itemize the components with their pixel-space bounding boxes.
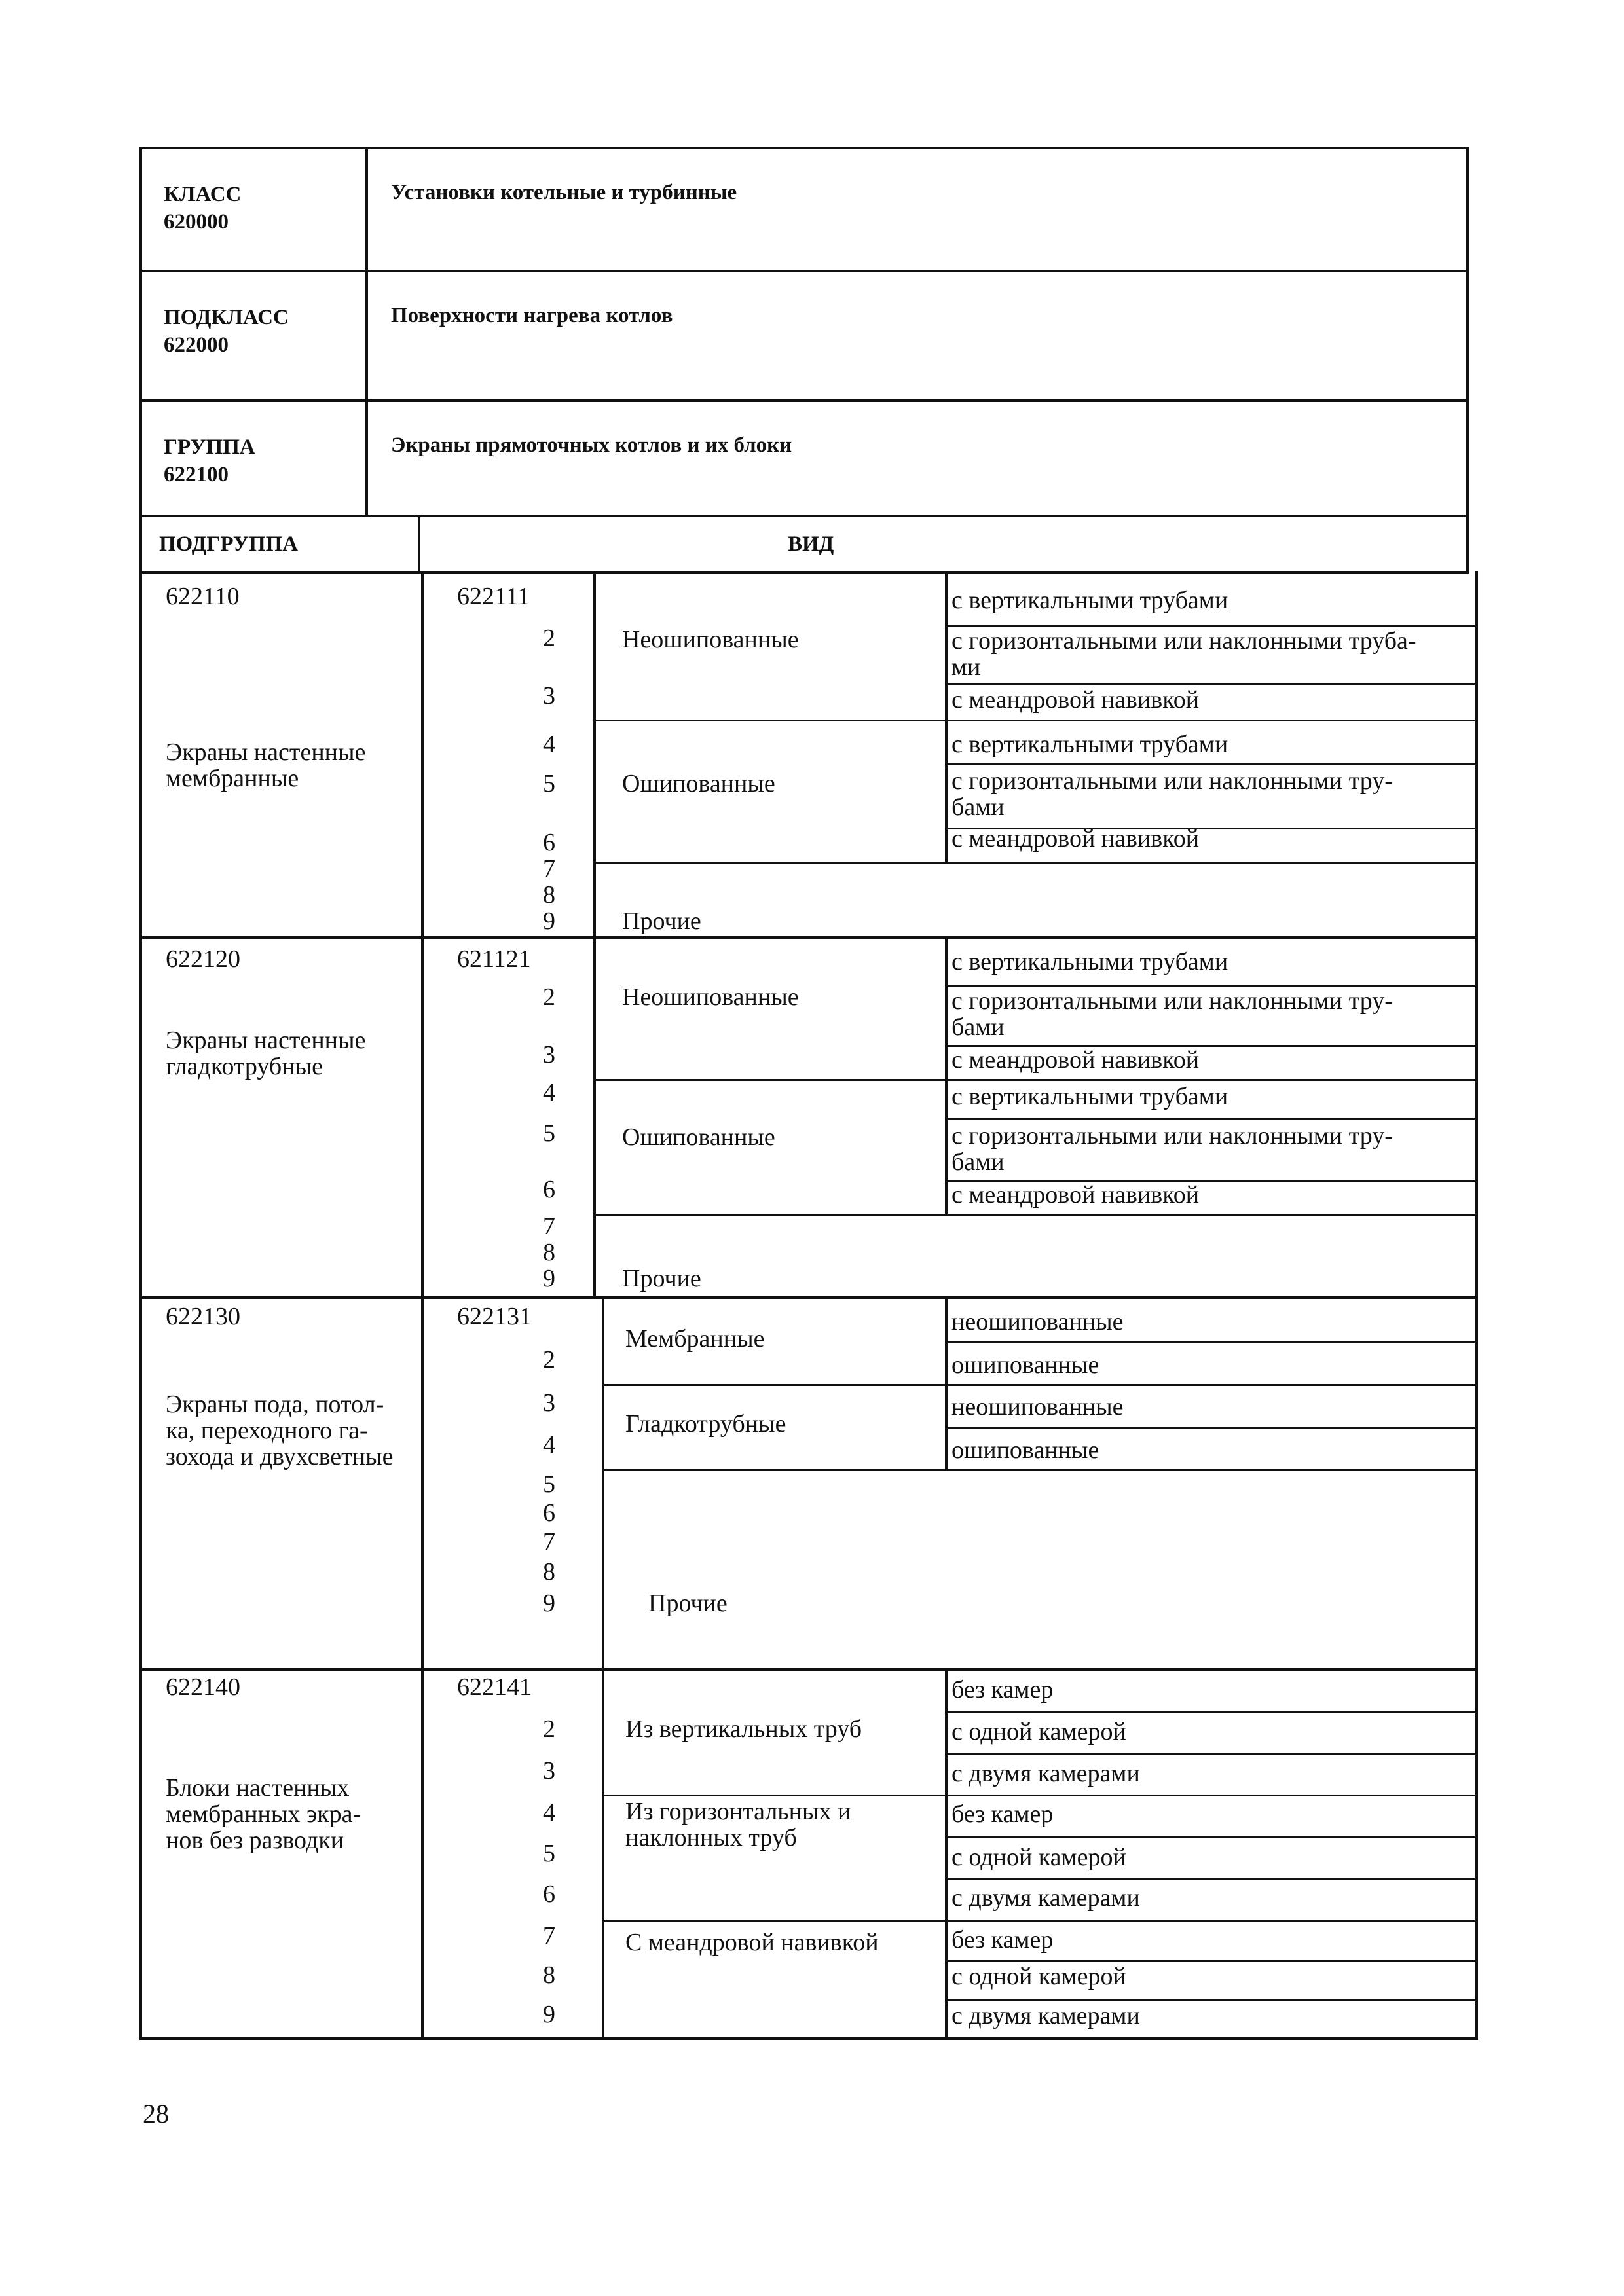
classification-table <box>139 515 1479 2040</box>
subclass-block <box>139 270 1469 402</box>
sg4-number: 6 <box>543 1880 555 1908</box>
subgroup-header: ПОДГРУППА <box>159 532 299 556</box>
sg1-row-line <box>945 763 1478 765</box>
sg3-number: 2 <box>543 1346 555 1374</box>
sg3-code: 622130 <box>166 1303 240 1330</box>
sg1-kind-name: Ошипованные <box>622 770 775 797</box>
sg4-name-line: нов без разводки <box>166 1827 344 1854</box>
sg1-number: 5 <box>543 770 555 797</box>
sg4-kind-name: Из вертикальных труб <box>625 1715 862 1743</box>
sg3-number: 8 <box>543 1558 555 1586</box>
class-block <box>139 147 1469 272</box>
sg1-row-line <box>593 720 1478 721</box>
sg2-row-line <box>593 1214 1478 1216</box>
sg3-name-line: Экраны пода, потол- <box>166 1391 384 1418</box>
sg1-kind-name: Прочие <box>622 907 701 935</box>
sg1-sub-item: с меандровой навивкой <box>951 825 1200 852</box>
sg3-number: 6 <box>543 1499 555 1527</box>
class-code: 620000 <box>164 210 229 234</box>
sg2-sub-item: с горизонтальными или наклонными тру- <box>951 987 1393 1015</box>
sg4-first-code: 622141 <box>457 1673 532 1701</box>
sg3-sub-item: неошипованные <box>951 1393 1124 1421</box>
group-value: Экраны прямоточных котлов и их блоки <box>391 433 792 457</box>
sg2-sub-item: бами <box>951 1148 1005 1176</box>
table-top-border <box>139 515 1469 517</box>
sg4-sub-item: с одной камерой <box>951 1718 1126 1745</box>
sg4-row-line <box>945 1753 1478 1755</box>
sg3-row-line <box>602 1384 1478 1386</box>
sg4-kind-name: Из горизонтальных и <box>625 1798 851 1825</box>
sg2-number: 6 <box>543 1176 555 1203</box>
sg1-name-line: Экраны настенные <box>166 738 366 766</box>
sg2-number: 5 <box>543 1120 555 1147</box>
sg4-row-line <box>602 1920 1478 1922</box>
class-label: КЛАСС <box>164 183 242 206</box>
sg4-sub-item: с двумя камерами <box>951 2002 1140 2030</box>
sg2-kind-name: Неошипованные <box>622 983 799 1011</box>
sg3-bottom-line <box>139 1668 1478 1671</box>
sg2-number: 3 <box>543 1041 555 1068</box>
sg3-row-line <box>945 1427 1478 1429</box>
sg2-col3-line <box>945 937 948 1215</box>
kind-header: ВИД <box>788 532 834 556</box>
sg4-number: 7 <box>543 1922 555 1950</box>
sg4-kind-name: наклонных труб <box>625 1824 797 1851</box>
subclass-label-cell <box>142 272 368 399</box>
sg3-number: 9 <box>543 1590 555 1617</box>
sg4-sub-item: с двумя камерами <box>951 1884 1140 1912</box>
sg3-kind-name: Прочие <box>648 1590 728 1617</box>
sg3-first-code: 622131 <box>457 1303 532 1330</box>
sg2-code: 622120 <box>166 945 240 973</box>
sg1-sub-item: с горизонтальными или наклонными труба- <box>951 627 1416 655</box>
subclass-value: Поверхности нагрева котлов <box>391 304 673 327</box>
sg2-name-line: гладкотрубные <box>166 1053 323 1080</box>
sg2-sub-item: с горизонтальными или наклонными тру- <box>951 1122 1393 1150</box>
sg1-row-line <box>945 683 1478 685</box>
sg4-sub-item: с двумя камерами <box>951 1760 1140 1787</box>
sg4-number: 5 <box>543 1840 555 1867</box>
sg4-row-line <box>945 1878 1478 1880</box>
class-label-cell <box>142 149 368 270</box>
sg4-code: 622140 <box>166 1673 240 1701</box>
sg2-first-code: 621121 <box>457 945 531 973</box>
sg4-sub-item: без камер <box>951 1676 1054 1704</box>
sg3-kind-name: Гладкотрубные <box>625 1410 786 1438</box>
class-value: Установки котельные и турбинные <box>391 181 737 204</box>
sg2-sub-item: бами <box>951 1013 1005 1041</box>
sg3-col1-line <box>421 1297 424 1670</box>
sg1-sub-item: с меандровой навивкой <box>951 686 1200 714</box>
sg2-number: 2 <box>543 983 555 1011</box>
sg4-sub-item: без камер <box>951 1800 1054 1828</box>
header-right-border <box>1466 515 1469 574</box>
sg1-number: 2 <box>543 625 555 652</box>
sg4-row-line <box>945 1960 1478 1962</box>
header-bottom-border <box>139 571 1469 574</box>
sg2-sub-item: с вертикальными трубами <box>951 1083 1228 1110</box>
sg4-right-line <box>1475 1670 1478 2040</box>
sg3-col2-line <box>602 1297 604 1670</box>
sg4-number: 2 <box>543 1715 555 1743</box>
sg1-col3-line <box>945 571 948 862</box>
sg1-name-line: мембранные <box>166 765 299 792</box>
sg3-number: 7 <box>543 1528 555 1556</box>
sg4-col2-line <box>602 1670 604 2040</box>
sg2-name-line: Экраны настенные <box>166 1027 366 1054</box>
sg4-number: 4 <box>543 1799 555 1827</box>
sg1-number: 7 <box>543 855 555 883</box>
sg1-sub-item: с горизонтальными или наклонными тру- <box>951 767 1393 795</box>
sg2-col1-line <box>421 937 424 1297</box>
sg1-number: 6 <box>543 829 555 856</box>
sg2-kind-name: Прочие <box>622 1265 701 1292</box>
sg2-row-line <box>945 1118 1478 1120</box>
sg2-row-line <box>593 1079 1478 1081</box>
sg1-number: 4 <box>543 731 555 758</box>
sg2-right-line <box>1475 937 1478 1297</box>
sg4-sub-item: без камер <box>951 1926 1054 1954</box>
sg2-sub-item: с вертикальными трубами <box>951 948 1228 975</box>
sg2-bottom-line <box>139 1296 1478 1299</box>
group-block <box>139 399 1469 517</box>
sg2-sub-item: с меандровой навивкой <box>951 1181 1200 1209</box>
sg2-number: 9 <box>543 1265 555 1292</box>
sg1-col2-line <box>593 571 596 938</box>
sg4-col1-line <box>421 1670 424 2040</box>
sg4-row-line <box>945 1999 1478 2001</box>
sg1-row-line <box>593 862 1478 864</box>
sg1-first-code: 622111 <box>457 583 530 610</box>
sg3-number: 5 <box>543 1470 555 1498</box>
sg4-number: 8 <box>543 1961 555 1989</box>
sg3-sub-item: ошипованные <box>951 1436 1099 1464</box>
sg3-number: 4 <box>543 1431 555 1459</box>
sg4-row-line <box>602 1795 1478 1796</box>
sg3-row-line <box>945 1341 1478 1343</box>
sg4-name-line: Блоки настенных <box>166 1774 350 1802</box>
sg1-sub-item: бами <box>951 793 1005 821</box>
sg1-code: 622110 <box>166 583 240 610</box>
sg4-row-line <box>945 1711 1478 1713</box>
sg2-row-line <box>945 985 1478 987</box>
group-label-cell <box>142 402 368 517</box>
sg3-row-line <box>602 1469 1478 1471</box>
group-label: ГРУППА <box>164 435 255 459</box>
sg3-sub-item: ошипованные <box>951 1351 1099 1379</box>
page-number: 28 <box>143 2099 169 2128</box>
sg2-sub-item: с меандровой навивкой <box>951 1046 1200 1074</box>
table-left-border <box>139 515 142 2040</box>
subclass-code: 622000 <box>164 333 229 357</box>
header-divider <box>418 515 420 574</box>
sg1-bottom-line <box>139 936 1478 939</box>
sg3-kind-name: Мембранные <box>625 1325 765 1353</box>
sg1-kind-name: Неошипованные <box>622 626 799 653</box>
sg3-name-line: зохода и двухсветные <box>166 1443 394 1470</box>
sg4-col3-line <box>945 1670 948 2040</box>
sg3-sub-item: неошипованные <box>951 1308 1124 1336</box>
sg4-name-line: мембранных экра- <box>166 1800 361 1828</box>
sg4-row-line <box>945 1836 1478 1838</box>
sg2-number: 7 <box>543 1212 555 1240</box>
sg4-number: 3 <box>543 1757 555 1785</box>
sg1-number: 8 <box>543 881 555 909</box>
sg2-number: 4 <box>543 1079 555 1106</box>
sg3-name-line: ка, переходного га- <box>166 1417 368 1444</box>
sg1-sub-item: ми <box>951 653 981 681</box>
group-code: 622100 <box>164 463 229 486</box>
sg3-number: 3 <box>543 1389 555 1417</box>
sg4-number: 9 <box>543 2001 555 2028</box>
sg3-right-line <box>1475 1297 1478 1670</box>
sg2-number: 8 <box>543 1239 555 1266</box>
sg1-row-line <box>945 625 1478 627</box>
sg1-sub-item: с вертикальными трубами <box>951 731 1228 758</box>
sg1-col1-line <box>421 571 424 938</box>
sg1-number: 3 <box>543 682 555 710</box>
sg2-col2-line <box>593 937 596 1297</box>
sg1-number: 9 <box>543 907 555 935</box>
subclass-label: ПОДКЛАСС <box>164 306 289 329</box>
sg4-bottom-line <box>139 2037 1478 2040</box>
sg4-kind-name: С меандровой навивкой <box>625 1929 879 1956</box>
sg1-sub-item: с вертикальными трубами <box>951 587 1228 614</box>
sg4-sub-item: с одной камерой <box>951 1963 1126 1990</box>
sg2-kind-name: Ошипованные <box>622 1123 775 1151</box>
sg4-sub-item: с одной камерой <box>951 1844 1126 1871</box>
